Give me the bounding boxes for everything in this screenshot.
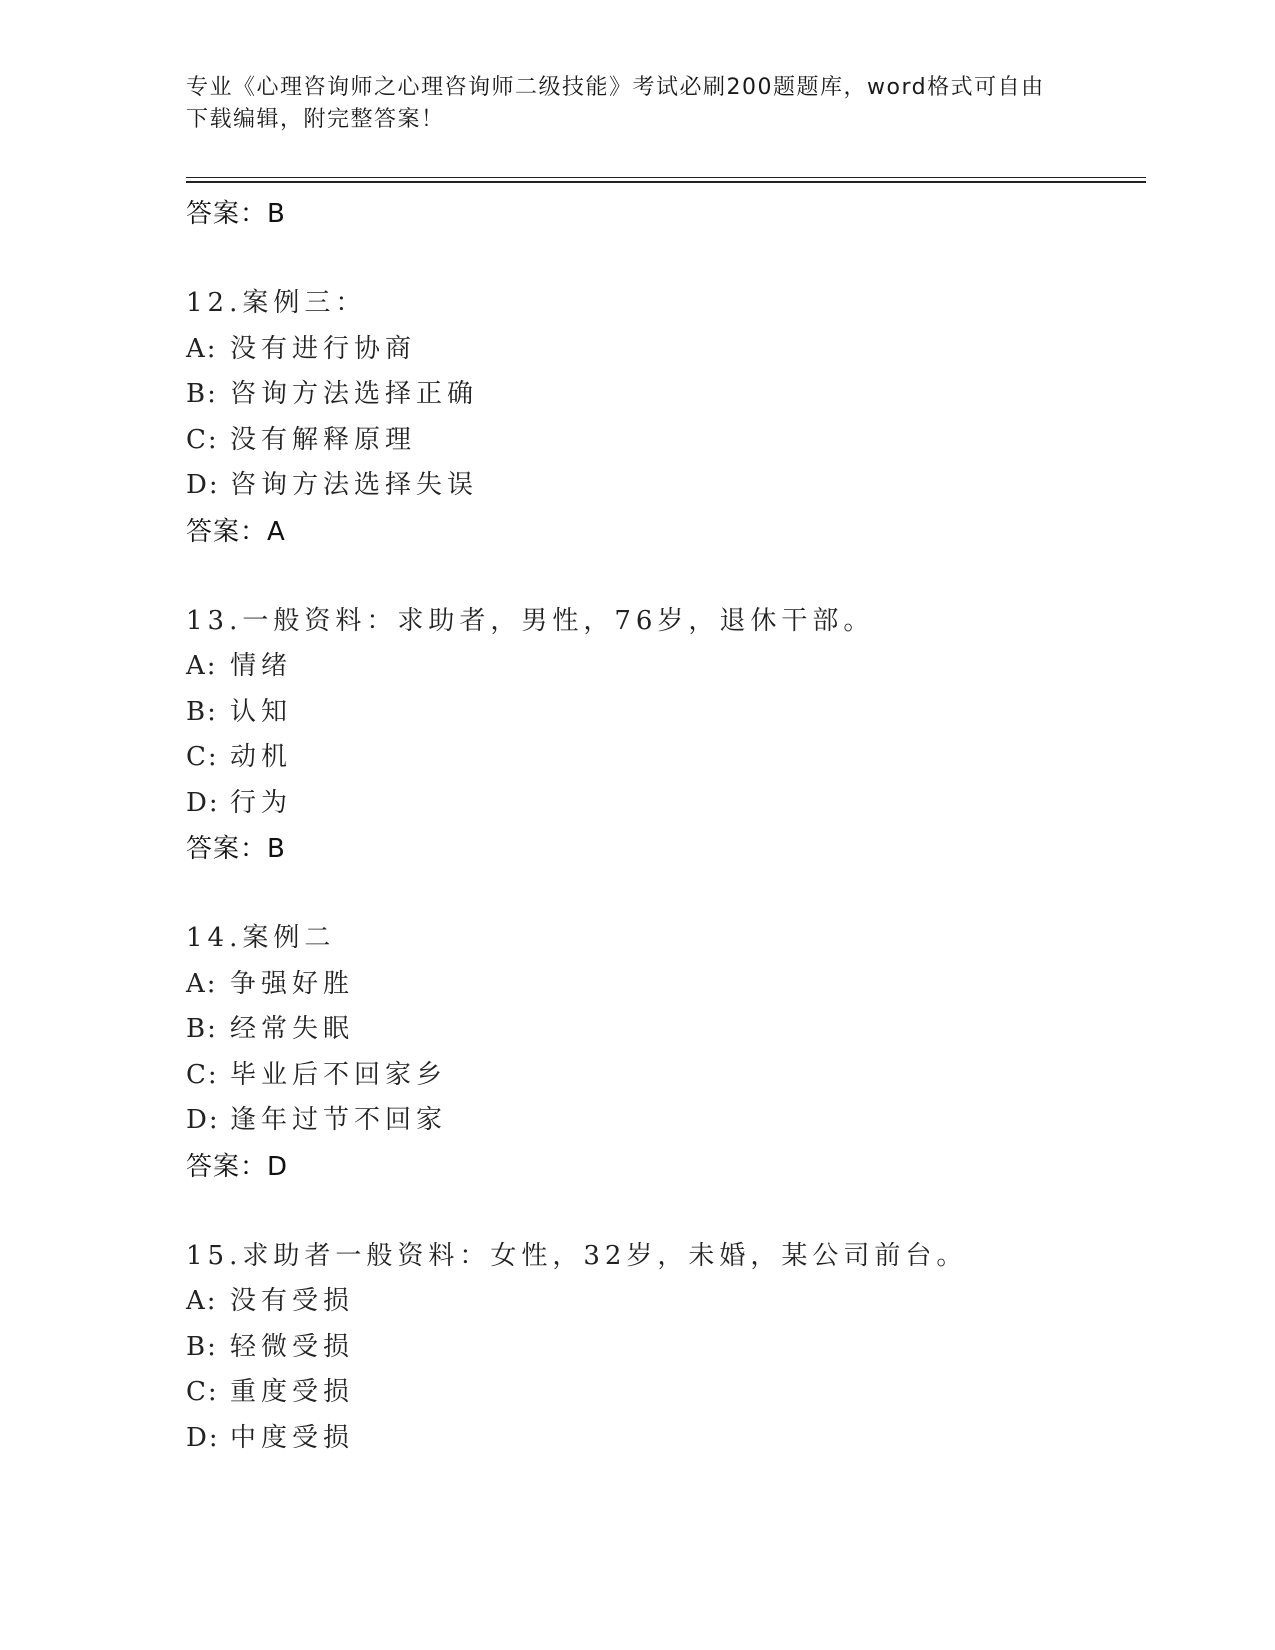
answer-line: 答案：B <box>186 834 286 864</box>
option-b <box>186 1007 1146 1053</box>
option-label: B: <box>186 696 218 727</box>
option-label: A: <box>186 968 218 999</box>
option-text: 毕业后不回家乡 <box>230 1059 448 1090</box>
option-a <box>186 962 1146 1008</box>
question-item <box>186 916 1146 1190</box>
option-text: 咨询方法选择正确 <box>230 379 479 409</box>
option-text: 没有进行协商 <box>230 333 417 364</box>
option-text: 轻微受损 <box>230 1331 355 1362</box>
option-label: D: <box>186 470 220 500</box>
option-label: C: <box>186 1059 219 1090</box>
question-stem: 12.案例三： <box>186 288 367 318</box>
option-label: D: <box>186 1422 220 1453</box>
spacer <box>186 555 1146 599</box>
question-list <box>186 191 1146 1461</box>
option-d <box>186 463 1146 509</box>
option-b <box>186 690 1146 736</box>
option-c <box>186 1053 1146 1099</box>
option-b <box>186 372 1146 418</box>
option-c <box>186 1370 1146 1416</box>
option-text: 重度受损 <box>230 1377 355 1407</box>
option-d <box>186 781 1146 827</box>
option-text: 认知 <box>230 696 293 727</box>
answer-line: 答案：A <box>186 516 286 547</box>
spacer <box>186 872 1146 916</box>
question-stem: 14.案例二 <box>186 923 336 953</box>
option-label: C: <box>186 742 219 772</box>
option-text: 没有解释原理 <box>230 424 417 455</box>
option-text: 没有受损 <box>230 1286 355 1316</box>
option-a <box>186 1279 1146 1325</box>
question-stem: 15.求助者一般资料：女性，32岁，未婚，某公司前台。 <box>186 1240 968 1271</box>
option-text: 行为 <box>230 787 293 818</box>
option-text: 逢年过节不回家 <box>230 1105 448 1135</box>
option-text: 中度受损 <box>230 1422 355 1453</box>
header-divider-thin <box>186 177 1146 178</box>
option-label: A: <box>186 333 218 364</box>
option-d <box>186 1098 1146 1144</box>
spacer <box>186 237 1146 281</box>
question-item <box>186 281 1146 555</box>
option-label: C: <box>186 424 219 455</box>
spacer <box>186 1190 1146 1234</box>
option-c <box>186 418 1146 464</box>
document-header: 专业《心理咨询师之心理咨询师二级技能》考试必刷200题题库，word格式可自由下载编辑，附完整答案！ <box>186 75 1045 132</box>
option-label: A: <box>186 1286 218 1316</box>
option-c <box>186 735 1146 781</box>
option-label: D: <box>186 787 220 818</box>
header-divider-thick <box>186 181 1146 183</box>
question-item <box>186 599 1146 873</box>
option-label: B: <box>186 1014 218 1044</box>
option-label: B: <box>186 379 218 409</box>
option-text: 争强好胜 <box>230 968 355 999</box>
option-text: 动机 <box>230 742 293 772</box>
option-a <box>186 327 1146 373</box>
option-d <box>186 1416 1146 1462</box>
answer-line: 答案：B <box>186 199 286 229</box>
question-item <box>186 1234 1146 1462</box>
option-label: D: <box>186 1105 220 1135</box>
answer-line: 答案：D <box>186 1151 289 1182</box>
option-label: C: <box>186 1377 219 1407</box>
option-a <box>186 644 1146 690</box>
option-text: 经常失眠 <box>230 1014 355 1044</box>
option-label: A: <box>186 651 218 681</box>
option-label: B: <box>186 1331 218 1362</box>
question-stem: 13.一般资料：求助者，男性，76岁，退休干部。 <box>186 605 875 636</box>
option-text: 咨询方法选择失误 <box>230 470 479 500</box>
option-b <box>186 1325 1146 1371</box>
option-text: 情绪 <box>230 651 293 681</box>
